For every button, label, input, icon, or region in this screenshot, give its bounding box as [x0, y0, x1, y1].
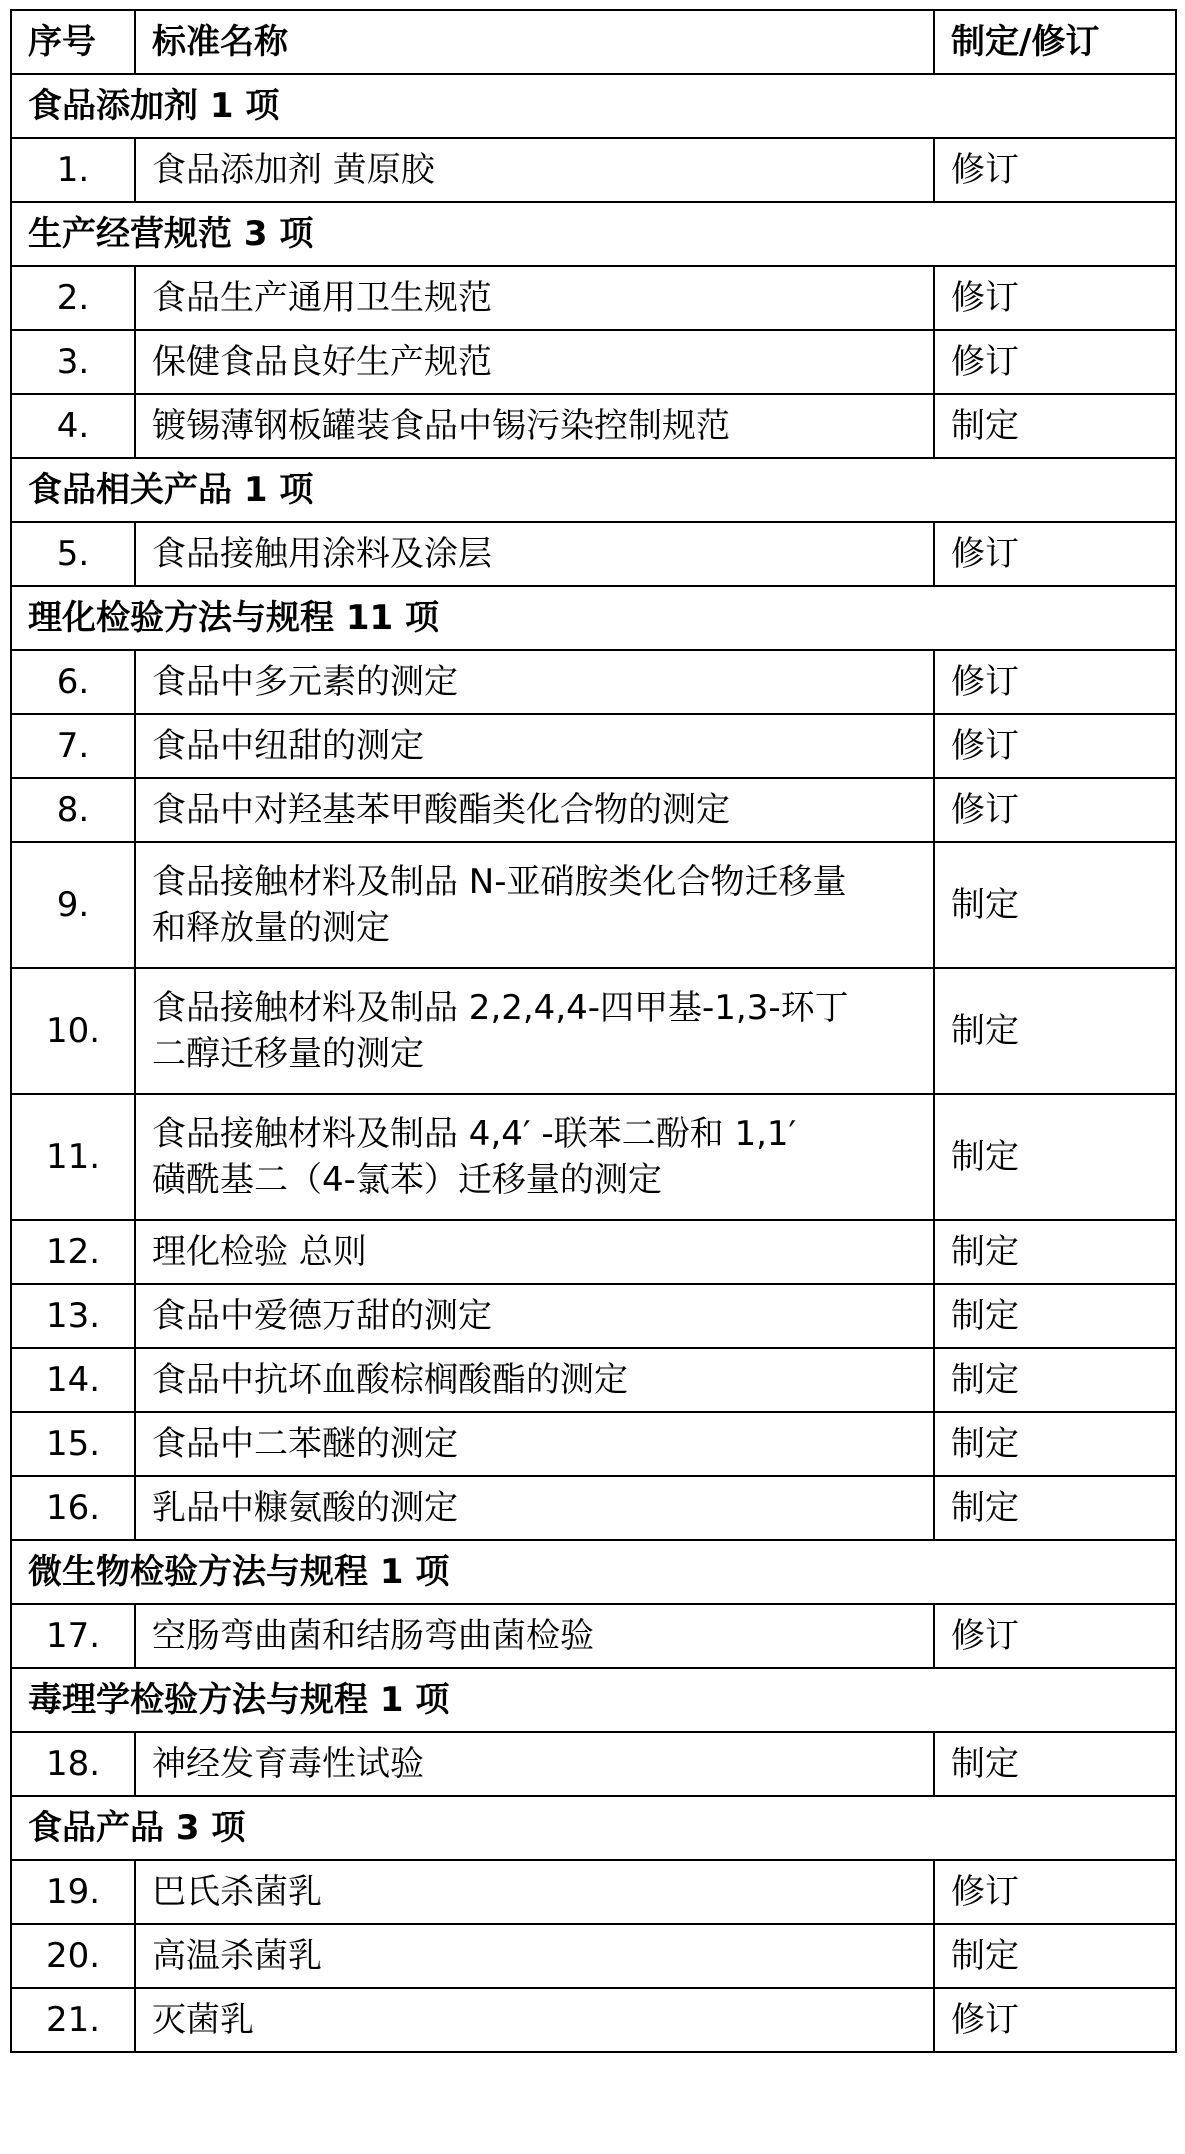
row-number: 13.: [11, 1284, 135, 1348]
row-number: 4.: [11, 394, 135, 458]
standard-name-line: 理化检验 总则: [152, 1232, 367, 1272]
row-number: 10.: [11, 968, 135, 1094]
table-row: [11, 714, 1176, 778]
table-row: [11, 1604, 1176, 1668]
status-cell: 修订: [934, 650, 1176, 714]
section-row: [11, 1796, 1176, 1860]
header-name: 标准名称: [135, 10, 934, 74]
section-title: 理化检验方法与规程 11 项: [11, 586, 1176, 650]
row-number: 11.: [11, 1094, 135, 1220]
status-cell: 修订: [934, 330, 1176, 394]
standard-name: [135, 138, 934, 202]
row-number: 3.: [11, 330, 135, 394]
standard-name-line: 食品生产通用卫生规范: [152, 278, 492, 318]
standard-name-line: 食品接触材料及制品 4,4′ -联苯二酚和 1,1′: [152, 1114, 797, 1154]
status-cell: 制定: [934, 1412, 1176, 1476]
row-number: 14.: [11, 1348, 135, 1412]
section-row: [11, 74, 1176, 138]
standard-name-line: 食品中纽甜的测定: [152, 726, 424, 766]
row-number: 19.: [11, 1860, 135, 1924]
table-row: [11, 1284, 1176, 1348]
status-cell: 修订: [934, 714, 1176, 778]
section-title: 食品产品 3 项: [11, 1796, 1176, 1860]
row-number: 15.: [11, 1412, 135, 1476]
standard-name: [135, 330, 934, 394]
standard-name: [135, 266, 934, 330]
section-row: [11, 202, 1176, 266]
status-cell: 修订: [934, 138, 1176, 202]
status-cell: 制定: [934, 1476, 1176, 1540]
header-status: 制定/修订: [934, 10, 1176, 74]
standard-name: [135, 1476, 934, 1540]
status-cell: 制定: [934, 968, 1176, 1094]
section-title: 食品相关产品 1 项: [11, 458, 1176, 522]
standard-name: [135, 1604, 934, 1668]
standard-name: [135, 1860, 934, 1924]
status-cell: 修订: [934, 1988, 1176, 2052]
row-number: 16.: [11, 1476, 135, 1540]
row-number: 7.: [11, 714, 135, 778]
status-cell: 修订: [934, 1604, 1176, 1668]
row-number: 17.: [11, 1604, 135, 1668]
row-number: 21.: [11, 1988, 135, 2052]
table-row: [11, 394, 1176, 458]
row-number: 20.: [11, 1924, 135, 1988]
section-title: 微生物检验方法与规程 1 项: [11, 1540, 1176, 1604]
status-cell: 制定: [934, 1094, 1176, 1220]
status-cell: 制定: [934, 1732, 1176, 1796]
standard-name-line: 巴氏杀菌乳: [152, 1872, 322, 1912]
header-no: 序号: [11, 10, 135, 74]
standard-name: [135, 1284, 934, 1348]
table-row: [11, 1476, 1176, 1540]
standard-name-line: 高温杀菌乳: [152, 1936, 322, 1976]
table-row: [11, 968, 1176, 1094]
row-number: 8.: [11, 778, 135, 842]
standard-name: [135, 522, 934, 586]
standard-name: [135, 650, 934, 714]
standard-name-line: 食品中爱德万甜的测定: [152, 1296, 492, 1336]
section-row: [11, 1540, 1176, 1604]
row-number: 1.: [11, 138, 135, 202]
standard-name-line: 食品中抗坏血酸棕榈酸酯的测定: [152, 1360, 628, 1400]
section-row: [11, 586, 1176, 650]
section-row: [11, 458, 1176, 522]
standard-name: [135, 1732, 934, 1796]
row-number: 6.: [11, 650, 135, 714]
status-cell: 制定: [934, 1220, 1176, 1284]
standard-name: [135, 1412, 934, 1476]
standard-name-line: 食品中二苯醚的测定: [152, 1424, 458, 1464]
row-number: 12.: [11, 1220, 135, 1284]
table-row: [11, 330, 1176, 394]
status-cell: 制定: [934, 842, 1176, 968]
table-row: [11, 1988, 1176, 2052]
standard-name-line: 乳品中糠氨酸的测定: [152, 1488, 458, 1528]
standard-name: [135, 778, 934, 842]
standard-name-line: 食品中多元素的测定: [152, 662, 458, 702]
status-cell: 制定: [934, 394, 1176, 458]
section-title: 毒理学检验方法与规程 1 项: [11, 1668, 1176, 1732]
standard-name-line: 二醇迁移量的测定: [152, 1034, 424, 1074]
table-row: [11, 1924, 1176, 1988]
table-row: [11, 1860, 1176, 1924]
table-header-row: [11, 10, 1176, 74]
status-cell: 修订: [934, 266, 1176, 330]
status-cell: 制定: [934, 1348, 1176, 1412]
row-number: 5.: [11, 522, 135, 586]
section-title: 生产经营规范 3 项: [11, 202, 1176, 266]
table-row: [11, 1094, 1176, 1220]
standard-name: [135, 842, 934, 968]
status-cell: 修订: [934, 522, 1176, 586]
status-cell: 制定: [934, 1924, 1176, 1988]
section-title: 食品添加剂 1 项: [11, 74, 1176, 138]
standard-name-line: 食品接触用涂料及涂层: [152, 534, 492, 574]
table-row: [11, 266, 1176, 330]
standards-table: [10, 9, 1177, 2053]
standard-name-line: 灭菌乳: [152, 2000, 254, 2040]
table-row: [11, 1348, 1176, 1412]
row-number: 18.: [11, 1732, 135, 1796]
standard-name-line: 镀锡薄钢板罐装食品中锡污染控制规范: [152, 406, 730, 446]
table-row: [11, 778, 1176, 842]
standard-name-line: 和释放量的测定: [152, 908, 390, 948]
standard-name-line: 食品接触材料及制品 2,2,4,4-四甲基-1,3-环丁: [152, 988, 849, 1028]
standard-name: [135, 1348, 934, 1412]
table-row: [11, 1732, 1176, 1796]
table-row: [11, 1220, 1176, 1284]
table-row: [11, 522, 1176, 586]
standard-name: [135, 394, 934, 458]
table-row: [11, 650, 1176, 714]
standard-name: [135, 714, 934, 778]
standard-name-line: 磺酰基二（4-氯苯）迁移量的测定: [152, 1160, 662, 1200]
table-row: [11, 138, 1176, 202]
standard-name: [135, 968, 934, 1094]
section-row: [11, 1668, 1176, 1732]
standard-name-line: 保健食品良好生产规范: [152, 342, 492, 382]
standard-name-line: 空肠弯曲菌和结肠弯曲菌检验: [152, 1616, 594, 1656]
standard-name: [135, 1094, 934, 1220]
standard-name: [135, 1924, 934, 1988]
standard-name: [135, 1220, 934, 1284]
status-cell: 制定: [934, 1284, 1176, 1348]
table-row: [11, 1412, 1176, 1476]
status-cell: 修订: [934, 778, 1176, 842]
row-number: 2.: [11, 266, 135, 330]
standard-name-line: 食品中对羟基苯甲酸酯类化合物的测定: [152, 790, 730, 830]
standard-name-line: 食品添加剂 黄原胶: [152, 150, 435, 190]
standard-name-line: 食品接触材料及制品 N-亚硝胺类化合物迁移量: [152, 862, 847, 902]
table-row: [11, 842, 1176, 968]
standard-name-line: 神经发育毒性试验: [152, 1744, 424, 1784]
standard-name: [135, 1988, 934, 2052]
status-cell: 修订: [934, 1860, 1176, 1924]
row-number: 9.: [11, 842, 135, 968]
